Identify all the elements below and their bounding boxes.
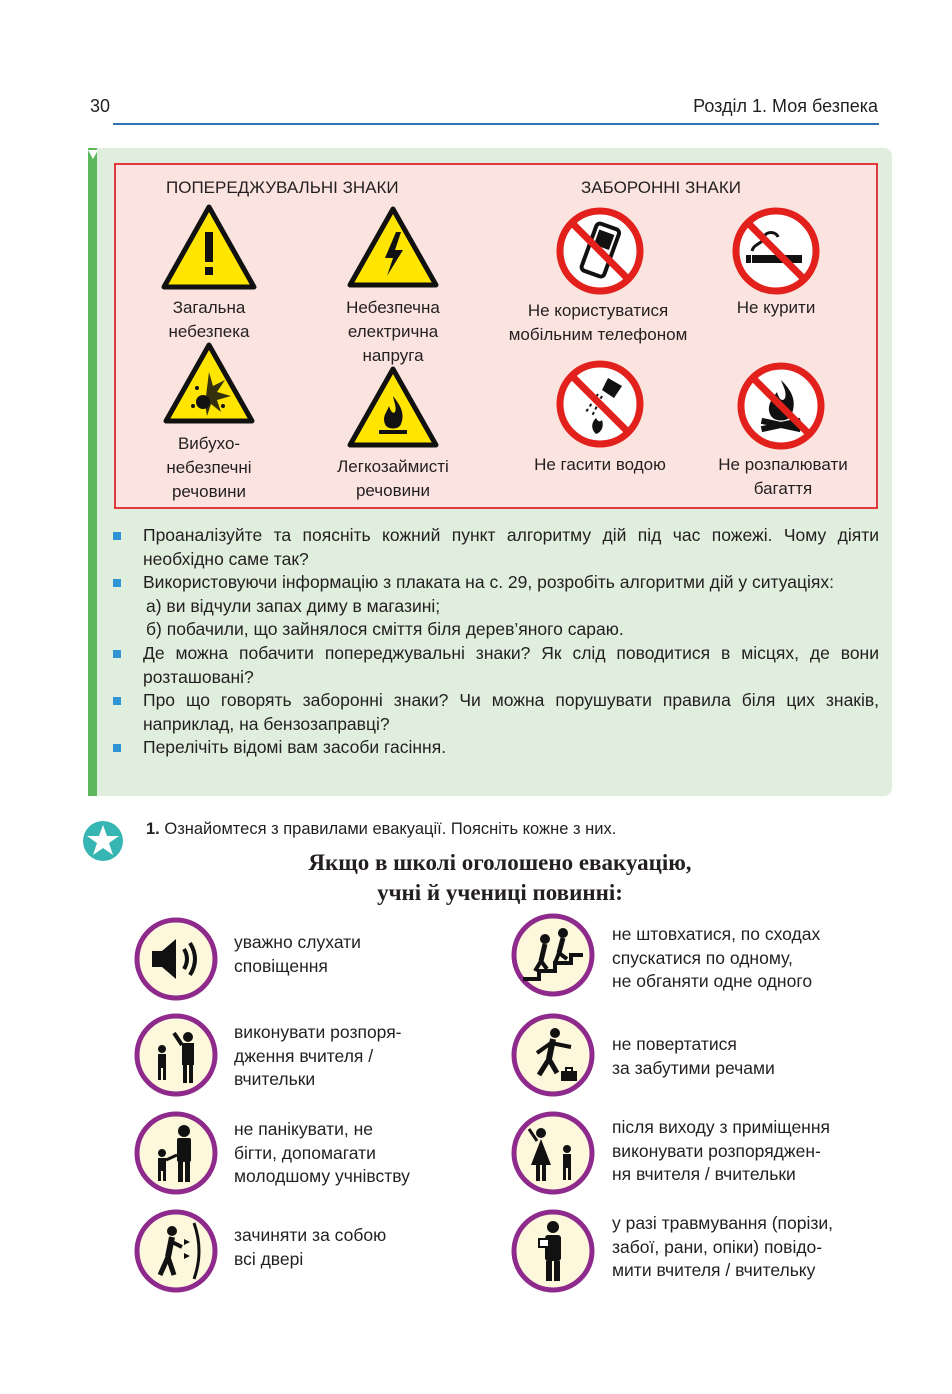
adult-child-icon bbox=[134, 1111, 218, 1195]
no-smoking-icon bbox=[732, 207, 820, 295]
explosive-warning-icon bbox=[163, 342, 255, 424]
rule-text-6: після виходу з приміщення виконувати розпоряджен- ня вчителя / вчительки bbox=[612, 1117, 830, 1184]
no-water-extinguishing-icon bbox=[556, 360, 644, 448]
rule-text-3: виконувати розпоря- дження вчителя / вчительки bbox=[234, 1022, 402, 1089]
rule-text-5: не панікувати, не бігти, допомагати молодшому учнівству bbox=[234, 1119, 410, 1186]
list-item: Перелічіть відомі вам засоби гасіння. bbox=[113, 736, 879, 760]
star-task-icon bbox=[81, 819, 125, 863]
sub-item-a: а) ви відчули запах диму в магазині; bbox=[146, 595, 441, 616]
no-mobile-phone-icon bbox=[556, 207, 644, 295]
bullet-square-icon bbox=[113, 650, 121, 658]
list-item: Де можна побачити попереджувальні знаки? Як слід поводитися в місцях, де вони розташовані? bbox=[113, 642, 879, 689]
no-open-fire-icon bbox=[737, 362, 825, 450]
task-text: Ознайомтеся з правилами евакуації. Поясніть кожне з них. bbox=[164, 820, 617, 838]
list-item: Проаналізуйте та поясніть кожний пункт алгоритму дій під час пожежі. Чому діяти необхідно саме так? bbox=[113, 524, 879, 571]
flammable-warning-icon bbox=[347, 366, 439, 448]
bullet-square-icon bbox=[113, 532, 121, 540]
warning-signs-heading: ПОПЕРЕДЖУВАЛЬНІ ЗНАКИ bbox=[166, 178, 399, 197]
bullet-square-icon bbox=[113, 697, 121, 705]
prohibition-signs-heading: ЗАБОРОННІ ЗНАКИ bbox=[581, 178, 741, 197]
injured-person-icon bbox=[511, 1209, 595, 1293]
header-rule bbox=[113, 123, 879, 125]
sign-label-explosive: Вибухо- небезпечні речовини bbox=[166, 434, 252, 501]
task-number: 1. bbox=[146, 820, 160, 838]
rule-text-1: уважно слухати сповіщення bbox=[234, 932, 361, 976]
sign-label-general-danger: Загальна небезпека bbox=[168, 298, 250, 341]
bullet-square-icon bbox=[113, 744, 121, 752]
sign-label-no-smoking: Не курити bbox=[736, 298, 816, 317]
sign-label-no-water: Не гасити водою bbox=[534, 455, 666, 474]
sub-item-b: б) побачили, що зайнялося сміття біля дерев’яного сараю. bbox=[146, 619, 624, 640]
sign-label-no-open-fire: Не розпалювати багаття bbox=[718, 455, 848, 498]
loudspeaker-icon bbox=[134, 917, 218, 1001]
sign-label-no-mobile-phone: Не користуватися мобільним телефоном bbox=[508, 301, 688, 344]
questions-list bbox=[113, 524, 879, 760]
running-back-icon bbox=[511, 1013, 595, 1097]
rule-text-8: у разі травмування (порізи, забої, рани, опіки) повідо- мити вчителя / вчительку bbox=[612, 1213, 834, 1280]
list-item: Використовуючи інформацію з плаката на с. 29, розробіть алгоритми дій у ситуаціях: а) ви відчули запах диму в магазині; б) побачили, що зайнялося сміття біля дерев’яного сараю. bbox=[113, 571, 879, 642]
high-voltage-warning-icon bbox=[347, 206, 439, 288]
list-item: Про що говорять заборонні знаки? Чи можна порушувати правила біля цих знаків, наприклад, на бензозаправці? bbox=[113, 689, 879, 736]
task-instruction bbox=[146, 820, 616, 839]
teacher-instructing-icon bbox=[134, 1013, 218, 1097]
sign-label-high-voltage: Небезпечна електрична напруга bbox=[346, 298, 440, 365]
stairs-pushing-icon bbox=[511, 913, 595, 997]
teacher-with-child-icon bbox=[511, 1111, 595, 1195]
closing-door-icon bbox=[134, 1209, 218, 1293]
rule-text-4: не повертатися за забутими речами bbox=[612, 1034, 775, 1078]
rule-text-2: не штовхатися, по сходах спускатися по одному, не обганяти одне одного bbox=[612, 924, 821, 991]
rule-text-7: зачиняти за собою всі двері bbox=[234, 1225, 387, 1269]
page-number: 30 bbox=[90, 96, 111, 116]
bar-arrow-icon bbox=[88, 150, 98, 159]
exclamation-warning-icon bbox=[161, 204, 257, 290]
section-title: Розділ 1. Моя безпека bbox=[693, 96, 878, 116]
rules-title: Якщо в школі оголошено евакуацію, учні й учениці повинні: bbox=[308, 850, 692, 905]
green-side-bar bbox=[88, 148, 97, 796]
sign-label-flammable: Легкозаймисті речовини bbox=[337, 457, 449, 500]
bullet-square-icon bbox=[113, 579, 121, 587]
